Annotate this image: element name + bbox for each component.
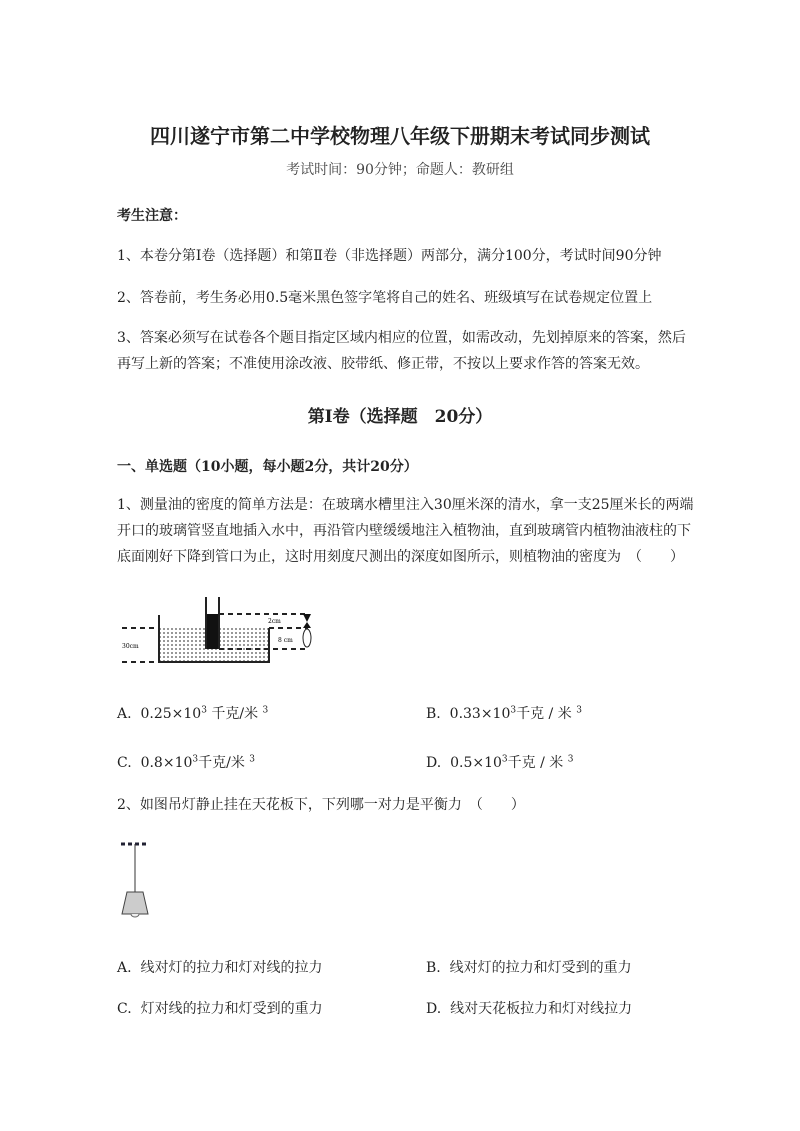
oil-tube-figure <box>118 595 318 670</box>
question-2-text: 2、如图吊灯静止挂在天花板下，下列哪一对力是平衡力 （ ） <box>117 797 525 813</box>
option-2c[interactable]: C. 灯对线的拉力和灯受到的重力 <box>117 1001 323 1017</box>
figure-label: 30cm <box>122 643 139 650</box>
section-title: 第I卷（选择题 20分） <box>307 407 493 427</box>
notice-heading: 考生注意： <box>117 208 187 224</box>
option-2d[interactable]: D. 线对天花板拉力和灯对线拉力 <box>426 1001 633 1017</box>
option-1a[interactable]: A. $0.25\times 10^3$ 千克/米 $^3$ <box>117 705 269 722</box>
page-subtitle: 考试时间：90分钟；命题人：教研组 <box>286 162 514 178</box>
question-1-text: 1、测量油的密度的简单方法是：在玻璃水槽里注入30厘米深的清水，拿一支25厘米长的两端开口的玻璃管竖直地插入水中，再沿管内壁缓缓地注入植物油，直到玻璃管内植物油液柱的下底面刚好下降到管口为止，这时用刻度尺测出的深度如图所示，则植物油的密度为 （ ） <box>117 497 694 565</box>
figure-label: 2cm <box>268 618 281 625</box>
notice-item: 2、答卷前，考生务必用0.5毫米黑色签字笔将自己的姓名、班级填写在试卷规定位置上 <box>117 290 653 306</box>
notice-item: 1、本卷分第I卷（选择题）和第Ⅱ卷（非选择题）两部分，满分100分，考试时间90分钟 <box>117 248 662 264</box>
option-1c[interactable]: C. $0.8\times 10^3$千克/米 $^3$ <box>117 754 256 771</box>
notice-item: 3、答案必须写在试卷各个题目指定区域内相应的位置，如需改动，先划掉原来的答案，然后再写上新的答案；不准使用涂改液、胶带纸、修正带，不按以上要求作答的答案无效。 <box>117 330 686 372</box>
option-2b[interactable]: B. 线对灯的拉力和灯受到的重力 <box>426 960 632 976</box>
part-heading: 一、单选题（10小题，每小题2分，共计20分） <box>117 459 418 475</box>
option-1b[interactable]: B. $0.33\times 10^3$千克 / 米 $^3$ <box>426 705 582 722</box>
page-title: 四川遂宁市第二中学校物理八年级下册期末考试同步测试 <box>150 124 650 148</box>
figure-label: 8 cm <box>278 637 293 644</box>
option-1d[interactable]: D. $0.5\times 10^3$千克 / 米 $^3$ <box>426 754 574 771</box>
option-2a[interactable]: A. 线对灯的拉力和灯对线的拉力 <box>117 960 323 976</box>
hanging-lamp-figure <box>115 840 155 920</box>
